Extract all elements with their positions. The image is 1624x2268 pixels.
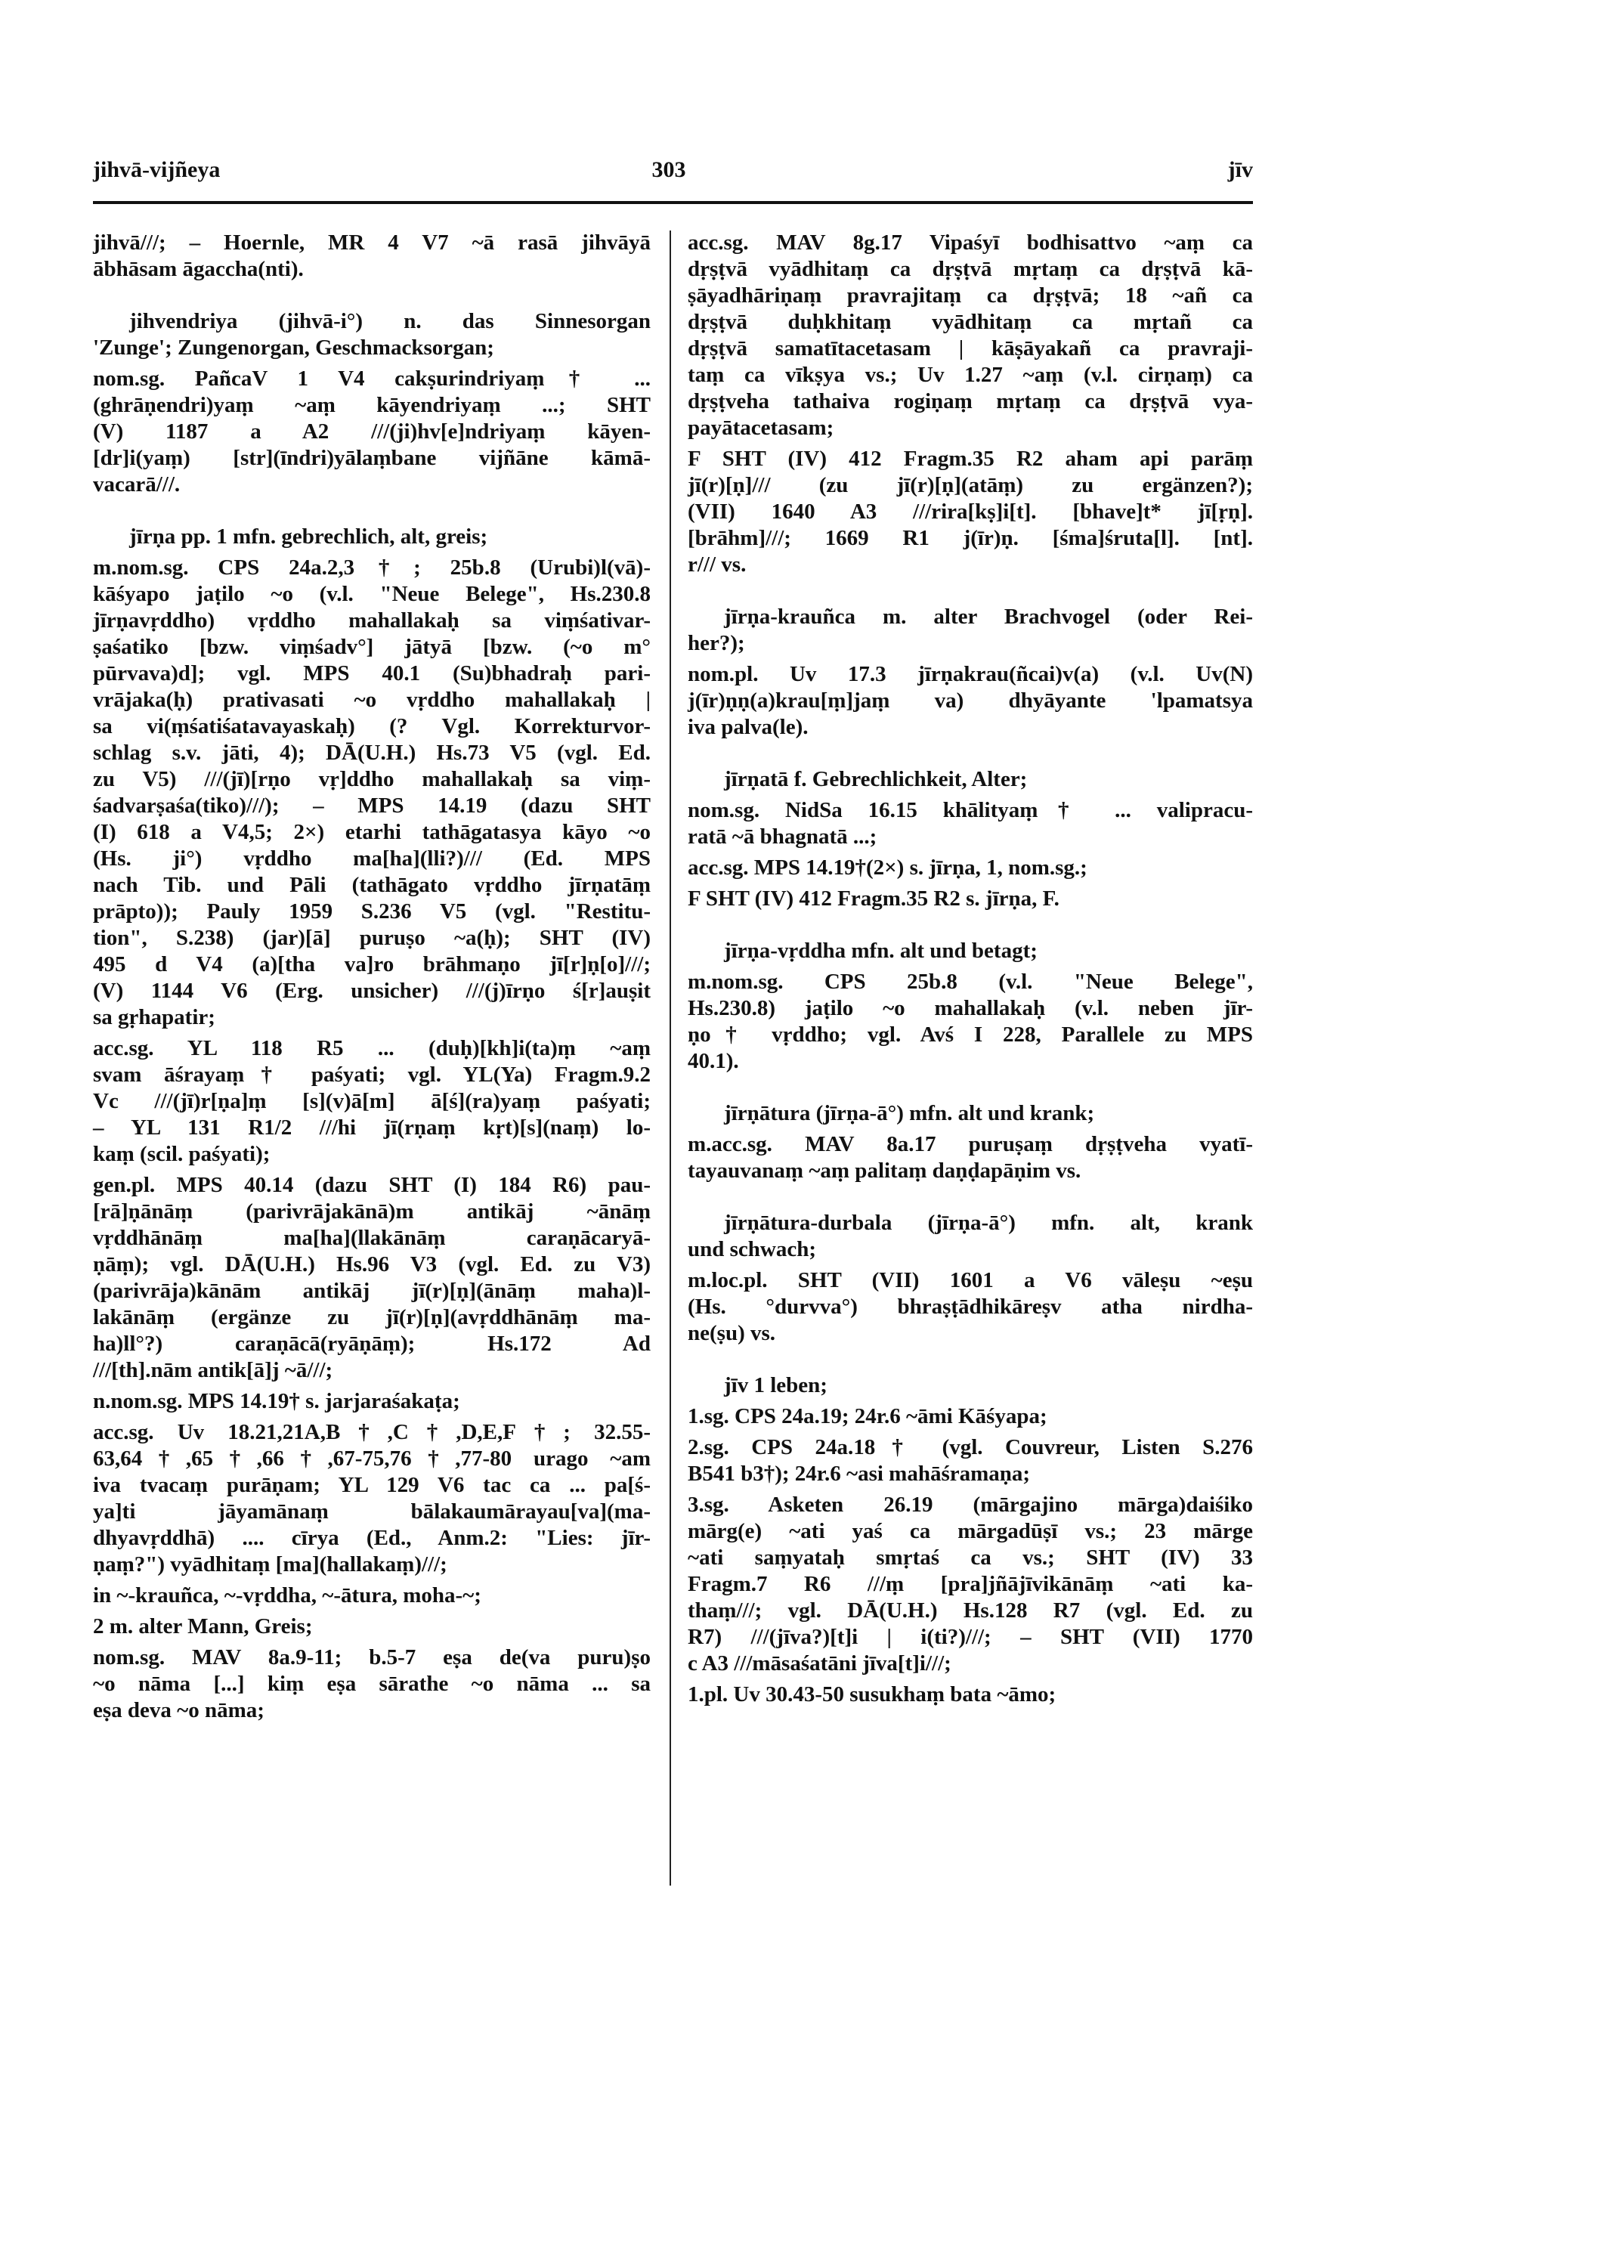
text-line: dṛṣṭvā duḥkhitaṃ vyādhitaṃ ca mṛtañ ca: [688, 310, 1253, 334]
text-line: payātacetasam;: [688, 416, 834, 440]
text-line: F SHT (IV) 412 Fragm.35 R2 aham api parāṃ: [688, 447, 1253, 471]
citation-paragraph: [93, 1614, 651, 1640]
text-line: tion", S.238) (jar)[ā] puruṣo ~a(ḥ); SHT (IV): [93, 926, 651, 950]
citation-paragraph: [93, 1388, 651, 1415]
right-column: [688, 230, 1253, 1708]
headword-line: jīrṇa-krauñca m. alter Brachvogel (oder Rei-: [724, 605, 1253, 629]
text-line: (V) 1144 V6 (Erg. unsicher) ///(j)īrṇo ś[r]auṣit: [93, 979, 651, 1003]
text-line: (Hs. ji°) vṛddho ma[ha](lli?)/// (Ed. MPS: [93, 846, 651, 871]
page-number: 303: [651, 157, 686, 182]
text-line: sa gṛhapatir;: [93, 1005, 215, 1029]
text-line: [brāhm]///; 1669 R1 j(īr)ṇ. [śma]śruta[l]. [nt].: [688, 526, 1253, 550]
text-line: m.nom.sg. CPS 25b.8 (v.l. "Neue Belege",: [688, 970, 1253, 994]
text-line: dhyavṛddhā) .... cīrya (Ed., Anm.2: "Lies: jīr-: [93, 1526, 651, 1550]
text-line: m.loc.pl. SHT (VII) 1601 a V6 vāleṣu ~eṣu: [688, 1268, 1253, 1292]
citation-paragraph: [688, 1131, 1253, 1184]
text-line: thaṃ///; vgl. DĀ(U.H.) Hs.128 R7 (vgl. Ed. zu: [688, 1598, 1253, 1623]
citation-paragraph: [688, 797, 1253, 850]
running-head-left: jihvā-vijñeya: [93, 157, 221, 182]
citation-paragraph: [688, 855, 1253, 881]
text-line: (ghrāṇendri)yaṃ ~aṃ kāyendriyaṃ ...; SHT: [93, 393, 651, 417]
entry-continuation: [93, 230, 651, 283]
header-rule: [93, 201, 1253, 204]
text-line: taṃ ca vīkṣya vs.; Uv 1.27 ~aṃ (v.l. cirṇaṃ) ca: [688, 363, 1253, 387]
text-line: mārg(e) ~ati yaś ca mārgadūṣī vs.; 23 mārge: [688, 1519, 1253, 1543]
entry-continuation: [688, 230, 1253, 441]
headword-line: jīrṇatā f. Gebrechlichkeit, Alter;: [724, 767, 1028, 791]
text-line: kaṃ (scil. paśyati);: [93, 1142, 271, 1166]
text-line: B541 b3†); 24r.6 ~asi mahāśramaṇa;: [688, 1462, 1031, 1486]
text-line: iva palva(le).: [688, 715, 809, 739]
dictionary-entry: [93, 524, 651, 550]
dictionary-entry: [688, 766, 1253, 793]
text-line: lakānāṃ (ergänze zu jī(r)[ṇ](avṛddhānāṃ ma-: [93, 1305, 651, 1329]
text-line: acc.sg. Uv 18.21,21A,B†,C†,D,E,F†; 32.55-: [93, 1420, 651, 1444]
citation-paragraph: [93, 1172, 651, 1384]
text-line: nom.sg. NidSa 16.15 khālityaṃ† ... valipracu-: [688, 798, 1253, 822]
text-line: acc.sg. YL 118 R5 ... (duḥ)[kh]i(ta)ṃ ~aṃ: [93, 1036, 651, 1060]
dictionary-entry: [688, 1372, 1253, 1399]
headword-line: jīrṇātura (jīrṇa-ā°) mfn. alt und krank;: [724, 1101, 1095, 1125]
text-line: 1.sg. CPS 24a.19; 24r.6 ~āmi Kāśyapa;: [688, 1404, 1047, 1428]
text-line: svam āśrayaṃ† paśyati; vgl. YL(Ya) Fragm.9.2: [93, 1063, 651, 1087]
text-line: 495 d V4 (a)[tha va]ro brāhmaṇo jī[r]ṇ[o]///;: [93, 952, 651, 976]
text-line: ṣāyadhāriṇaṃ pravrajitaṃ ca dṛṣṭvā; 18 ~añ ca: [688, 283, 1253, 308]
text-line: r/// vs.: [688, 552, 747, 577]
text-line: – YL 131 R1/2 ///hi jī(rṇaṃ kṛt)[s](naṃ) lo-: [93, 1115, 651, 1140]
text-line: (V) 1187 a A2 ///(ji)hv[e]ndriyaṃ kāyen-: [93, 419, 651, 444]
text-line: nom.pl. Uv 17.3 jīrṇakrau(ñcai)v(a) (v.l. Uv(N): [688, 662, 1253, 686]
text-line: ~o nāma [...] kiṃ eṣa sārathe ~o nāma ... sa: [93, 1672, 651, 1696]
citation-paragraph: [93, 366, 651, 498]
running-head-right: jīv: [1227, 157, 1253, 182]
text-line: (VII) 1640 A3 ///rira[kṣ]i[t]. [bhave]t* jī[ṛṇ].: [688, 500, 1253, 524]
dictionary-entry: [688, 1210, 1253, 1263]
text-line: F SHT (IV) 412 Fragm.35 R2 s. jīrṇa, F.: [688, 886, 1059, 911]
text-line: n.nom.sg. MPS 14.19† s. jarjaraśakaṭa;: [93, 1389, 460, 1413]
text-line: 1.pl. Uv 30.43-50 susukhaṃ bata ~āmo;: [688, 1682, 1056, 1706]
text-line: m.acc.sg. MAV 8a.17 puruṣaṃ dṛṣṭveha vyatī-: [688, 1132, 1253, 1156]
citation-paragraph: [93, 1419, 651, 1578]
citation-paragraph: [93, 1035, 651, 1168]
text-line: R7) ///(jīva?)[t]i | i(ti?)///; – SHT (VII) 1770: [688, 1625, 1253, 1649]
text-line: zu V5) ///(jī)[rṇo vṛ]ddho mahallakaḥ sa viṃ-: [93, 767, 651, 791]
text-line: kāśyapo jaṭilo ~o (v.l. "Neue Belege", Hs.230.8: [93, 582, 651, 606]
text-line: pūrvava)d]; vgl. MPS 40.1 (Su)bhadraḥ pari-: [93, 661, 651, 685]
dictionary-entry: [688, 938, 1253, 964]
text-line: ha)ll°?) caraṇācā(ryāṇāṃ); Hs.172 Ad: [93, 1332, 651, 1356]
headword-line: jihvendriya (jihvā-i°) n. das Sinnesorgan: [129, 309, 651, 333]
text-line: Vc ///(jī)r[ṇa]ṃ [s](v)ā[m] ā[ś](ra)yaṃ paśyati;: [93, 1089, 651, 1113]
text-line: nom.sg. PañcaV 1 V4 cakṣurindriyaṃ† ...: [93, 367, 651, 391]
column-divider: [670, 231, 671, 1886]
text-line: dṛṣṭvā vyādhitaṃ ca dṛṣṭvā mṛtaṃ ca dṛṣṭvā kā-: [688, 257, 1253, 281]
text-line: und schwach;: [688, 1237, 817, 1261]
citation-paragraph: [93, 1645, 651, 1724]
text-line: nom.sg. MAV 8a.9-11; b.5-7 eṣa de(va puru)ṣo: [93, 1645, 651, 1669]
headword-line: jīrṇa pp. 1 mfn. gebrechlich, alt, greis;: [129, 524, 488, 549]
text-line: gen.pl. MPS 40.14 (dazu SHT (I) 184 R6) pau-: [93, 1173, 651, 1197]
text-line: (I) 618 a V4,5; 2×) etarhi tathāgatasya kāyo ~o: [93, 820, 651, 844]
citation-paragraph: [93, 1583, 651, 1609]
text-line: tayauvanaṃ ~aṃ palitaṃ daṇḍapāṇim vs.: [688, 1159, 1081, 1183]
citation-paragraph: [688, 1267, 1253, 1347]
text-line: ratā ~ā bhagnatā ...;: [688, 825, 877, 849]
text-line: ābhāsam āgaccha(nti).: [93, 257, 304, 281]
citation-paragraph: [688, 886, 1253, 912]
citation-paragraph: [688, 969, 1253, 1075]
text-line: [dr]i(yaṃ) [str](īndri)yālaṃbane vijñāne kāmā-: [93, 446, 651, 470]
dictionary-entry: [93, 308, 651, 361]
citation-paragraph: [93, 555, 651, 1031]
text-line: iva tvacaṃ purāṇam; YL 129 V6 tac ca ... pa[ś-: [93, 1473, 651, 1497]
citation-paragraph: [688, 1682, 1253, 1708]
dictionary-entry: [688, 1100, 1253, 1127]
text-line: 2 m. alter Mann, Greis;: [93, 1614, 313, 1638]
text-line: dṛṣṭveha tathaiva rogiṇaṃ mṛtaṃ ca dṛṣṭvā vya-: [688, 389, 1253, 413]
headword-line: jīrṇātura-durbala (jīrṇa-ā°) mfn. alt, krank: [724, 1211, 1253, 1235]
citation-paragraph: [688, 1434, 1253, 1487]
text-line: jīrṇavṛddho) vṛddho mahallakaḥ sa viṃśativar-: [93, 608, 651, 633]
text-line: Fragm.7 R6 ///ṃ [pra]jñājīvikānāṃ ~ati ka-: [688, 1572, 1253, 1596]
text-line: 63,64†,65†,66†,67-75,76†,77-80 urago ~am: [93, 1447, 651, 1471]
text-line: ya]ti jāyamānaṃ bālakaumārayau[va](ma-: [93, 1499, 651, 1524]
left-column: [93, 230, 651, 1724]
text-line: j(īr)ṇṇ(a)krau[ṃ]jaṃ va) dhyāyante 'lpamatsya: [688, 688, 1253, 713]
text-line: Hs.230.8) jaṭilo ~o mahallakaḥ (v.l. neben jīr-: [688, 996, 1253, 1020]
text-line: sa vi(ṃśatiśatavayaskaḥ) (? Vgl. Korrekturvor-: [93, 714, 651, 738]
dictionary-entry: [688, 604, 1253, 657]
text-line: acc.sg. MAV 8g.17 Vipaśyī bodhisattvo ~aṃ ca: [688, 231, 1253, 255]
text-line: 2.sg. CPS 24a.18† (vgl. Couvreur, Listen S.276: [688, 1435, 1253, 1459]
text-line: (parivrāja)kānām antikāj jī(r)[ṇ](ānāṃ maha)l-: [93, 1279, 651, 1303]
text-line: in ~-krauñca, ~-vṛddha, ~-ātura, moha-~;: [93, 1583, 481, 1607]
citation-paragraph: [688, 661, 1253, 741]
text-line: 'Zunge'; Zungenorgan, Geschmacksorgan;: [93, 336, 494, 360]
text-line: prāpto)); Pauly 1959 S.236 V5 (vgl. "Restitu-: [93, 899, 651, 924]
text-line: ṇaṃ?") vyādhitaṃ [ma](hallakaṃ)///;: [93, 1552, 447, 1576]
text-line: jī(r)[ṇ]/// (zu jī(r)[ṇ](atāṃ) zu ergänzen?);: [688, 473, 1253, 497]
text-line: jihvā///; – Hoernle, MR 4 V7 ~ā rasā jihvāyā: [93, 231, 651, 255]
text-line: ///[th].nām antik[ā]j ~ā///;: [93, 1358, 333, 1382]
citation-paragraph: [688, 1492, 1253, 1677]
text-line: 3.sg. Asketen 26.19 (mārgajino mārga)daiśiko: [688, 1493, 1253, 1517]
text-line: vṛddhānāṃ ma[ha](llakānāṃ caraṇācaryā-: [93, 1226, 651, 1250]
text-line: ṣaśatiko [bzw. viṃśadv°] jātyā [bzw. (~o m°: [93, 635, 651, 659]
headword-line: jīv 1 leben;: [724, 1373, 827, 1397]
citation-paragraph: [688, 446, 1253, 578]
headword-line: jīrṇa-vṛddha mfn. alt und betagt;: [724, 939, 1038, 963]
text-line: [rā]ṇānāṃ (parivrājakānā)m antikāj ~ānāṃ: [93, 1199, 651, 1224]
text-line: śadvarṣaśa(tiko)///); – MPS 14.19 (dazu SHT: [93, 794, 651, 818]
text-line: ne(ṣu) vs.: [688, 1321, 776, 1345]
text-line: nach Tib. und Pāli (tathāgato vṛddho jīrṇatāṃ: [93, 873, 651, 897]
text-line: ~ati saṃyataḥ smṛtaś ca vs.; SHT (IV) 33: [688, 1546, 1253, 1570]
text-line: her?);: [688, 631, 745, 655]
text-line: vacarā///.: [93, 472, 181, 497]
text-line: c A3 ///māsaśatāni jīva[t]i///;: [688, 1651, 951, 1675]
text-line: 40.1).: [688, 1049, 739, 1073]
text-line: eṣa deva ~o nāma;: [93, 1698, 264, 1722]
text-line: m.nom.sg. CPS 24a.2,3†; 25b.8 (Urubi)l(vā)-: [93, 555, 651, 580]
text-line: ṇo† vṛddho; vgl. Avś I 228, Parallele zu MPS: [688, 1023, 1253, 1047]
citation-paragraph: [688, 1403, 1253, 1430]
text-line: acc.sg. MPS 14.19†(2×) s. jīrṇa, 1, nom.sg.;: [688, 856, 1087, 880]
text-line: vrājaka(ḥ) prativasati ~o vṛddho mahallakaḥ |: [93, 688, 651, 712]
text-line: (Hs. °durvva°) bhraṣṭādhikāreṣv atha nirdha-: [688, 1295, 1253, 1319]
text-line: dṛṣṭvā samatītacetasam | kāṣāyakañ ca pravraji-: [688, 336, 1253, 360]
text-line: schlag s.v. jāti, 4); DĀ(U.H.) Hs.73 V5 (vgl. Ed.: [93, 741, 651, 765]
text-line: ṇāṃ); vgl. DĀ(U.H.) Hs.96 V3 (vgl. Ed. zu V3): [93, 1252, 651, 1276]
